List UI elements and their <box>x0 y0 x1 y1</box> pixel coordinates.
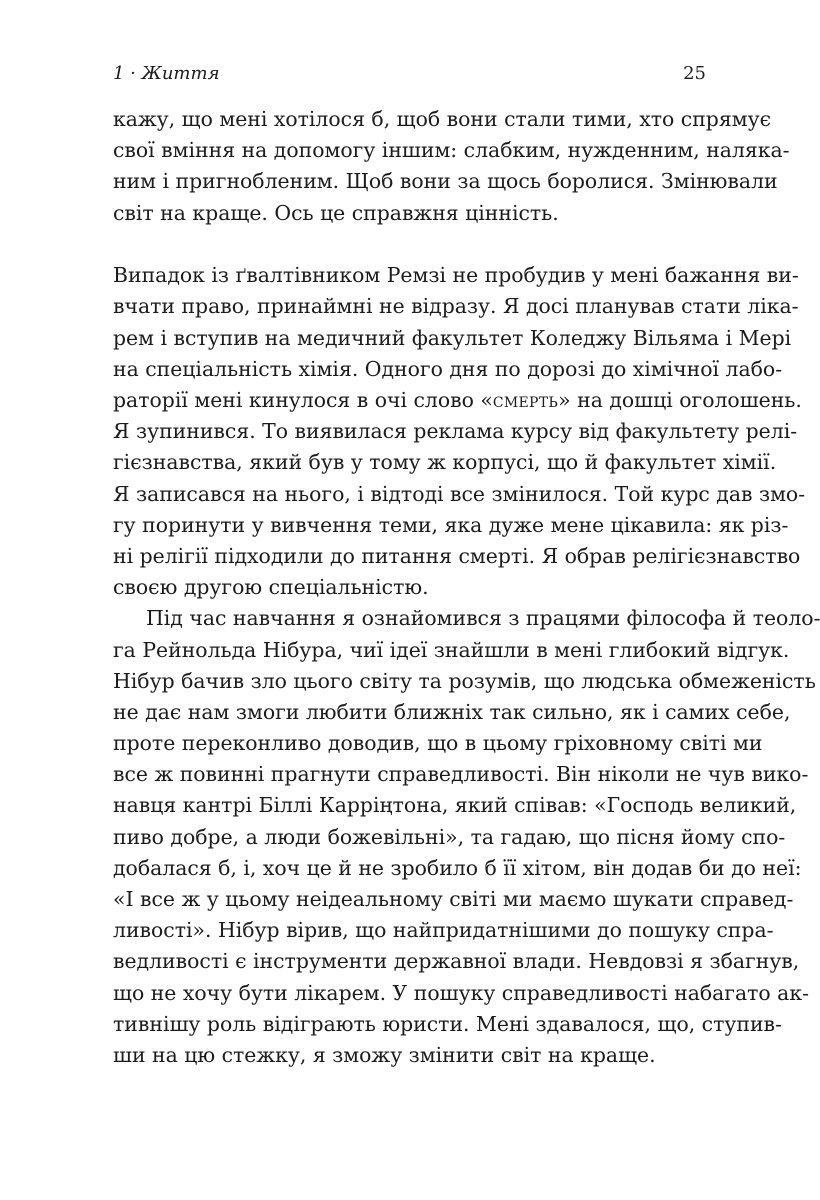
text-line: навця кантрі Біллі Карріңтона, який співав: «Господь великий, <box>113 793 797 818</box>
text-line: на спеціальність хімія. Одного дня по дорозі до хімічної лабо- <box>113 356 783 381</box>
text-line: ведливості є інструменти державної влади. Невдовзі я збагнув, <box>113 949 800 974</box>
text-line: кажу, що мені хотілося б, щоб вони стали тими, хто спрямує <box>113 107 771 131</box>
text-line: ливості». Нібур вірив, що найпридатнішими до пошуку спра- <box>113 918 774 943</box>
text-line: свої вміння на допомогу іншим: слабким, нужденним, наляка- <box>113 138 790 163</box>
text-line: Я записався на нього, і відтоді все змінилося. Той курс дав змо- <box>113 481 806 506</box>
text-line-smallcaps-word: раторії мені кинулося в очі слово «смерть» на дошці оголошень. <box>113 388 802 412</box>
text-line: добалася б, і, хоч це й не зробило б її хітом, він додав би до неї: <box>113 855 802 880</box>
section-break <box>113 229 705 261</box>
text-line: Я зупинився. То виявилася реклама курсу від факультету релі- <box>113 419 798 444</box>
text-line: проте переконливо доводив, що в цьому гріховному світі ми <box>113 731 763 756</box>
text-line: ши на цю стежку, я зможу змінити світ на краще. <box>113 1042 656 1067</box>
paragraph <box>113 260 806 603</box>
emphasized-word: смерть <box>492 388 559 412</box>
text-line: ним і пригнобленим. Щоб вони за щось боролися. Змінювали <box>113 169 778 194</box>
text-line: га Рейнольда Нібура, чиї ідеї знайшли в мені глибокий відгук. <box>113 637 790 662</box>
text-line: «І все ж у цьому неідеальному світі ми маємо шукати справед- <box>113 887 794 911</box>
running-head: 1 · Життя <box>113 63 220 84</box>
text-line: гу поринути у вивчення теми, яка дуже мене цікавила: як різ- <box>113 512 789 537</box>
text-line: тивнішу роль відіграють юристи. Мені здавалося, що, ступив- <box>113 1011 782 1036</box>
body-text <box>113 104 820 1071</box>
text-line: не дає нам змоги любити ближніх так сильно, як і самих себе, <box>113 699 791 724</box>
text-line: вчати право, принаймні не відразу. Я досі планував стати ліка- <box>113 294 799 319</box>
paragraph-continuation <box>113 104 790 229</box>
text-line: гієзнавства, який був у тому ж корпусі, що й факультет хімії. <box>113 450 777 475</box>
text-line: Випадок із ґвалтівником Ремзі не пробудив у мені бажання ви- <box>113 263 799 288</box>
text-line: пиво добре, а люди божевільні», та гадаю, що пісня йому спо- <box>113 824 786 849</box>
text-line: світ на краще. Ось це справжня цінність. <box>113 200 559 225</box>
text-line: все ж повинні прагнути справедливості. Він ніколи не чув вико- <box>113 762 809 787</box>
text-line-indented: Під час навчання я ознайомився з працями філософа й теоло- <box>146 606 820 631</box>
text-line: рем і вступив на медичний факультет Коледжу Вільяма і Мері <box>113 325 792 350</box>
text-line: що не хочу бути лікарем. У пошуку справедливості набагато ак- <box>113 980 809 1005</box>
text-line: своєю другою спеціальністю. <box>113 575 429 600</box>
text-line: Нібур бачив зло цього світу та розумів, що людська обмеженість <box>113 668 816 693</box>
text-line: ні релігії підходили до питання смерті. Я обрав релігієзнавство <box>113 543 801 568</box>
page-number: 25 <box>683 63 706 84</box>
paragraph <box>113 603 820 1071</box>
